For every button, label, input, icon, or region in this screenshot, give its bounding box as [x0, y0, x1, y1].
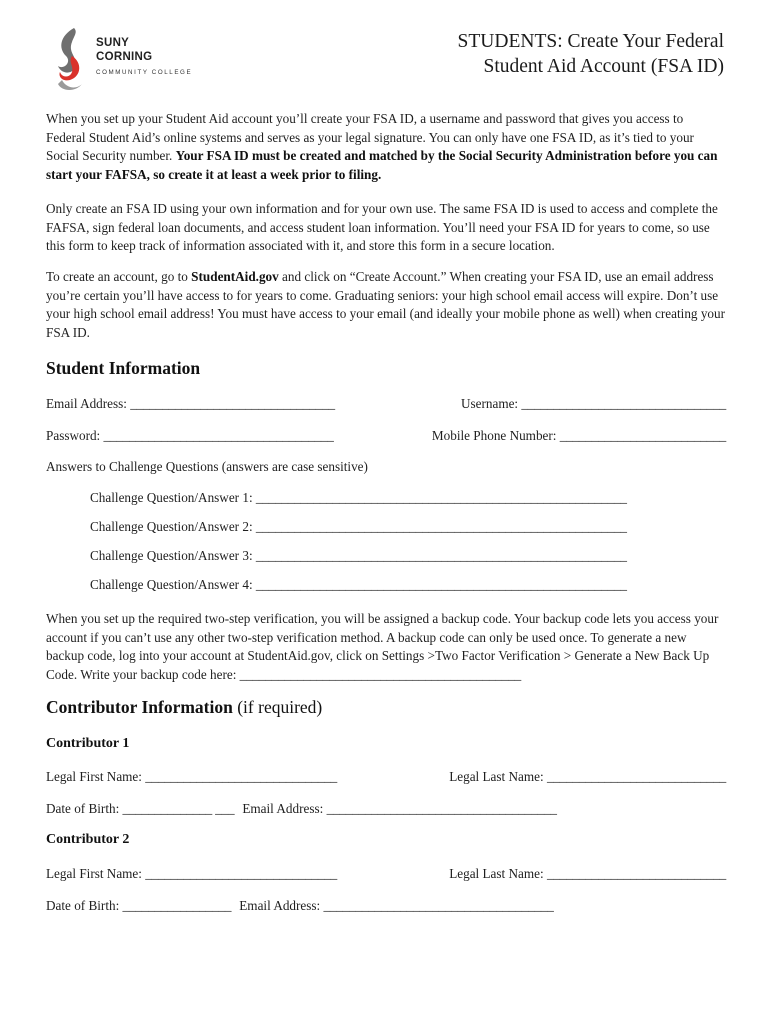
c1-first-label: Legal First Name: [46, 769, 142, 784]
contributor-info-heading [46, 697, 322, 718]
c1-email-group [242, 800, 556, 818]
challenge-row-1 [90, 490, 726, 506]
challenge-row-3 [90, 548, 726, 564]
c2-last-group [449, 865, 726, 883]
intro-paragraph-3 [46, 268, 726, 342]
c1-dob-label: Date of Birth: [46, 801, 120, 816]
password-label: Password: [46, 428, 101, 443]
challenge-label-4: Challenge Question/Answer 4: [90, 577, 253, 592]
challenge-row-4 [90, 577, 726, 593]
c2-dob-email-row [46, 897, 726, 915]
phone-field-group [432, 427, 726, 445]
challenge-label-2: Challenge Question/Answer 2: [90, 519, 253, 534]
phone-field[interactable]: __________________________ [559, 428, 726, 443]
c1-first-group [46, 768, 337, 786]
username-field[interactable]: ________________________________ [521, 396, 726, 411]
flame-logo-icon [52, 26, 92, 94]
c2-name-row [46, 865, 726, 883]
c1-dob-email-row [46, 800, 726, 818]
username-label: Username: [460, 396, 519, 411]
c2-last-label: Legal Last Name: [449, 866, 544, 881]
c2-first-name-field[interactable]: ______________________________ [145, 866, 338, 881]
username-field-group [461, 395, 726, 413]
phone-label: Mobile Phone Number: [431, 428, 557, 443]
intro-p1-text: When you set up your Student Aid account you’ll create your FSA ID, a username and password that gives you access to Federal Student Aid’s online systems and serves as your legal signature. You can only have one FSA ID, as it’s tied to your Social Security number. [46, 111, 694, 164]
intro-p3-post: and click on “Create Account.” When creating your FSA ID, use an email address you’re certain you’ll have access to for years to come. Graduating seniors: your high school email access will expire. Don’t use your high school email address! You must have access to your email (and ideally your mobile phone as well) when creating your FSA ID. [46, 269, 725, 340]
contributor-2-title: Contributor 2 [46, 832, 130, 847]
c2-first-label: Legal First Name: [46, 866, 142, 881]
student-info-heading: Student Information [46, 358, 201, 378]
contributor-1-title: Contributor 1 [46, 736, 130, 751]
challenge-field-3[interactable]: __________________________________________________________ [255, 548, 627, 563]
c2-dob-field[interactable]: _________________ [122, 898, 232, 913]
title-line-2: Student Aid Account (FSA ID) [483, 56, 724, 77]
contributor-heading-note: (if required) [237, 697, 323, 717]
c1-last-name-field[interactable]: ____________________________ [546, 769, 726, 784]
c2-email-group [239, 897, 553, 915]
backup-code-text: When you set up the required two-step verification, you will be assigned a backup code. Your backup code lets you access your account if you can’t use any other two-step verification method. A backup code can only be used once. To generate a new backup code, log into your account at StudentAid.gov, click on Settings >Two Factor Verification > Generate a New Back Up Code. Write your backup code here: [46, 611, 719, 682]
c2-dob-group [46, 897, 231, 915]
email-field[interactable]: ________________________________ [130, 396, 335, 411]
c1-email-field[interactable]: ____________________________________ [326, 801, 557, 816]
c1-email-label: Email Address: [242, 801, 324, 816]
challenge-field-1[interactable]: __________________________________________________________ [255, 490, 627, 505]
email-username-row [46, 395, 726, 413]
password-field-group [46, 427, 334, 445]
page-title [458, 29, 724, 79]
studentaid-link[interactable]: StudentAid.gov [191, 269, 279, 284]
c2-email-field[interactable]: ____________________________________ [323, 898, 554, 913]
c1-name-row [46, 768, 726, 786]
challenge-intro: Answers to Challenge Questions (answers are case sensitive) [46, 459, 368, 474]
intro-paragraph-1 [46, 110, 726, 184]
title-line-1: STUDENTS: Create Your Federal [457, 31, 724, 52]
challenge-label-1: Challenge Question/Answer 1: [90, 490, 253, 505]
logo-community-college: COMMUNITY COLLEGE [96, 69, 193, 76]
c2-dob-label: Date of Birth: [46, 898, 120, 913]
c1-last-label: Legal Last Name: [449, 769, 544, 784]
challenge-label-3: Challenge Question/Answer 3: [90, 548, 253, 563]
c1-last-group [449, 768, 726, 786]
c1-dob-field[interactable]: ______________ ___ [122, 801, 235, 816]
c2-first-group [46, 865, 337, 883]
college-logo [52, 26, 212, 96]
backup-code-field[interactable]: ____________________________________________ [239, 666, 521, 682]
intro-paragraph-2: Only create an FSA ID using your own information and for your own use. The same FSA ID is used to access and complete the FAFSA, sign federal loan documents, and access student loan information. You’ll need your FSA ID for years to come, so use this form to keep track of information associated with it, and store this form in a secure location. [46, 201, 718, 254]
logo-corning: CORNING [96, 51, 153, 63]
c1-first-name-field[interactable]: ______________________________ [145, 769, 338, 784]
challenge-row-2 [90, 519, 726, 535]
password-phone-row [46, 427, 726, 445]
c1-dob-group [46, 800, 234, 818]
intro-p1-bold: Your FSA ID must be created and matched by the Social Security Administration before you can start your FAFSA, so create it at least a week prior to filing. [46, 148, 718, 182]
intro-p3-pre: To create an account, go to [46, 269, 192, 284]
c2-last-name-field[interactable]: ____________________________ [546, 866, 726, 881]
challenge-field-2[interactable]: __________________________________________________________ [255, 519, 627, 534]
c2-email-label: Email Address: [239, 898, 321, 913]
password-field[interactable]: ____________________________________ [103, 428, 334, 443]
logo-suny: SUNY [96, 37, 130, 49]
email-label: Email Address: [46, 396, 127, 411]
contributor-heading-text: Contributor Information [46, 697, 233, 717]
challenge-field-4[interactable]: __________________________________________________________ [255, 577, 627, 592]
backup-code-paragraph [46, 610, 726, 684]
email-field-group [46, 395, 335, 413]
